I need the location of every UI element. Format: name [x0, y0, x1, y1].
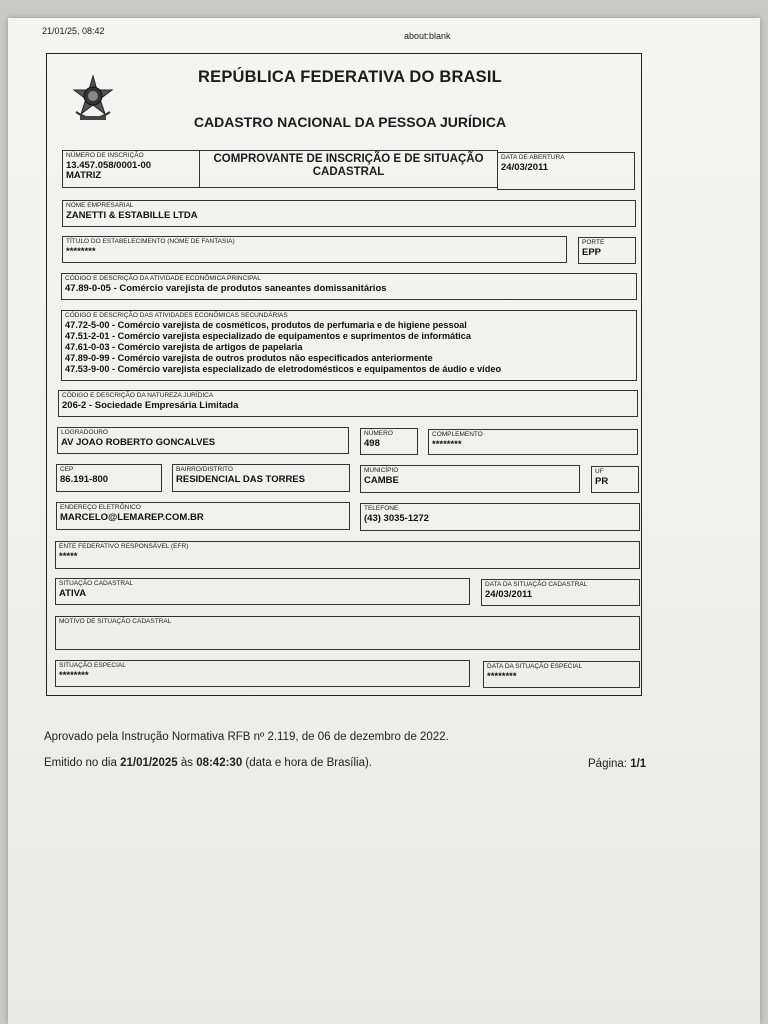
abertura-value: 24/03/2011 [501, 162, 549, 173]
registry-title: CADASTRO NACIONAL DA PESSOA JURÍDICA [193, 114, 507, 130]
atividades-secundarias-list [65, 320, 501, 375]
efr-value: ***** [59, 551, 78, 562]
field-data-situacao: DATA DA SITUAÇÃO CADASTRAL 24/03/2011 [481, 579, 640, 606]
inscricao-type: MATRIZ [66, 170, 102, 181]
field-motivo: MOTIVO DE SITUAÇÃO CADASTRAL [55, 616, 640, 650]
email-value: MARCELO@LEMAREP.COM.BR [60, 512, 204, 523]
municipio-value: CAMBE [364, 475, 399, 486]
republic-title: REPÚBLICA FEDERATIVA DO BRASIL [198, 68, 502, 86]
complemento-value: ******** [432, 439, 462, 450]
field-uf: UF PR [591, 466, 639, 493]
atividade-principal-value: 47.89-0-05 - Comércio varejista de produtos saneantes domissanitários [65, 283, 387, 294]
fantasia-value: ******** [66, 246, 96, 257]
field-situacao-especial: SITUAÇÃO ESPECIAL ******** [55, 660, 470, 687]
field-numero: NÚMERO 498 [360, 428, 418, 455]
field-complemento: COMPLEMENTO ******** [428, 429, 638, 455]
uf-value: PR [595, 476, 609, 487]
print-datetime: 21/01/25, 08:42 [42, 26, 105, 36]
situacao-value: ATIVA [59, 588, 87, 599]
telefone-value: (43) 3035-1272 [364, 513, 429, 524]
emission-note: Emitido no dia 21/01/2025 às 08:42:30 (data e hora de Brasília). [44, 757, 372, 769]
document-title-box [199, 150, 498, 188]
bairro-value: RESIDENCIAL DAS TORRES [176, 474, 305, 485]
coat-of-arms-icon [70, 74, 116, 124]
field-email: ENDEREÇO ELETRÔNICO MARCELO@LEMAREP.COM.BR [56, 502, 350, 530]
logradouro-value: AV JOAO ROBERTO GONCALVES [61, 437, 216, 448]
approval-note: Aprovado pela Instrução Normativa RFB nº 2.119, de 06 de dezembro de 2022. [44, 731, 449, 743]
field-nome-empresarial: NOME EMPRESARIAL ZANETTI & ESTABILLE LTDA [62, 200, 636, 227]
print-url: about:blank [404, 31, 451, 41]
page-number: Página: 1/1 [588, 758, 647, 770]
field-logradouro: LOGRADOURO AV JOAO ROBERTO GONCALVES [57, 427, 349, 454]
field-atividades-secundarias: CÓDIGO E DESCRIÇÃO DAS ATIVIDADES ECONÔMICAS SECUNDÁRIAS 47.72-5-00 - Comércio varejista de cosméticos, produtos de perfumaria e de higiene pessoal 47.51-2-01 - Comércio varejista especializado de equipamentos e suprimentos de informática 47.61-0-03 - Comércio varejista de artigos de papelaria 47.89-0-99 - Comércio varejista de outros produtos não especificados anteriormente 47.53-9-00 - Comércio varejista especializado de eletrodomésticos e equipamentos de áudio e vídeo [61, 310, 637, 381]
list-item: 47.89-0-99 - Comércio varejista de outros produtos não especificados anteriormente [65, 353, 433, 363]
document-title: COMPROVANTE DE INSCRIÇÃO E DE SITUAÇÃO CADASTRAL [213, 153, 484, 178]
nome-value: ZANETTI & ESTABILLE LTDA [66, 210, 198, 221]
situacao-especial-value: ******** [59, 670, 89, 681]
numero-value: 498 [364, 438, 380, 449]
field-data-situacao-especial: DATA DA SITUAÇÃO ESPECIAL ******** [483, 661, 640, 688]
list-item: 47.72-5-00 - Comércio varejista de cosméticos, produtos de perfumaria e de higiene pessoal [65, 320, 467, 330]
natureza-value: 206-2 - Sociedade Empresária Limitada [62, 400, 239, 411]
list-item: 47.53-9-00 - Comércio varejista especializado de eletrodomésticos e equipamentos de áudio e vídeo [65, 364, 502, 374]
field-atividade-principal: CÓDIGO E DESCRIÇÃO DA ATIVIDADE ECONÔMICA PRINCIPAL 47.89-0-05 - Comércio varejista de produtos saneantes domissanitários [61, 273, 637, 300]
data-situacao-value: 24/03/2011 [485, 589, 533, 600]
list-item: 47.51-2-01 - Comércio varejista especializado de equipamentos e suprimentos de informática [65, 331, 471, 341]
field-abertura: DATA DE ABERTURA 24/03/2011 [497, 152, 635, 190]
field-cep: CEP 86.191-800 [56, 464, 162, 492]
data-situacao-especial-value: ******** [487, 671, 517, 682]
cep-value: 86.191-800 [60, 474, 109, 485]
field-efr: ENTE FEDERATIVO RESPONSÁVEL (EFR) ***** [55, 541, 640, 569]
field-situacao-cadastral: SITUAÇÃO CADASTRAL ATIVA [55, 578, 470, 605]
inscricao-value: 13.457.058/0001-00 [66, 160, 152, 171]
field-natureza-juridica: CÓDIGO E DESCRIÇÃO DA NATUREZA JURÍDICA 206-2 - Sociedade Empresária Limitada [58, 390, 638, 417]
list-item: 47.61-0-03 - Comércio varejista de artigos de papelaria [65, 342, 303, 352]
field-municipio: MUNICÍPIO CAMBE [360, 465, 580, 493]
field-telefone: TELEFONE (43) 3035-1272 [360, 503, 640, 531]
porte-value: EPP [582, 247, 602, 258]
field-bairro: BAIRRO/DISTRITO RESIDENCIAL DAS TORRES [172, 464, 350, 492]
field-nome-fantasia: TÍTULO DO ESTABELECIMENTO (NOME DE FANTASIA) ******** [62, 236, 567, 263]
field-porte: PORTE EPP [578, 237, 636, 264]
field-inscricao: NÚMERO DE INSCRIÇÃO 13.457.058/0001-00 MATRIZ [62, 150, 200, 188]
